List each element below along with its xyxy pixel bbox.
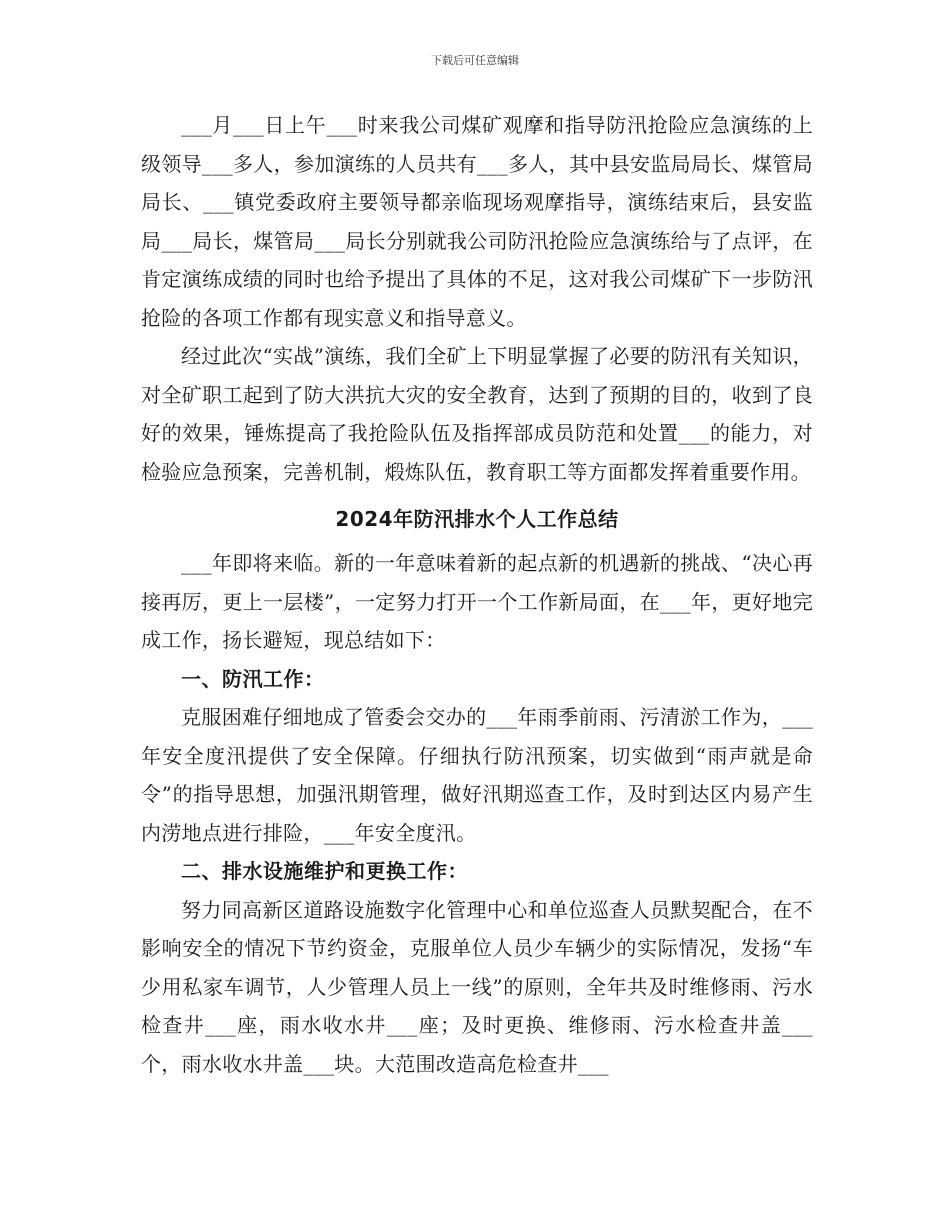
document-body: [141, 106, 813, 1083]
paragraph-drill-outcome: 经过此次“实战”演练，我们全矿上下明显掌握了必要的防汛有关知识，对全矿职工起到了防大洪抗大灾的安全教育，达到了预期的目的，收到了良好的效果，锤炼提高了我抢险队伍及指挥部成员防范和处置___的能力，对检验应急预案，完善机制，煅炼队伍，教育职工等方面都发挥着重要作用。: [141, 344, 813, 484]
paragraph-intro: ___年即将来临。新的一年意味着新的起点新的机遇新的挑战、“决心再接再厉，更上一层楼”，一定努力打开一个工作新局面，在___年，更好地完成工作，扬长避短，现总结如下：: [141, 551, 813, 652]
header-note: 下载后可任意编辑: [431, 54, 519, 67]
subheading-flood-control: 一、防汛工作：: [181, 666, 325, 691]
subheading-drainage-maintenance: 二、排水设施维护和更换工作：: [181, 859, 468, 883]
paragraph-flood-control: 克服困难仔细地成了管委会交办的___年雨季前雨、污清淤工作为，___年安全度汛提供了安全保障。仔细执行防汛预案，切实做到“雨声就是命令”的指导思想，加强汛期管理，做好汛期巡查工作，及时到达区内易产生内涝地点进行排险，___年安全度汛。: [141, 705, 813, 845]
section-title: 2024年防汛排水个人工作总结: [335, 507, 619, 531]
paragraph-drill-review: ___月___日上午___时来我公司煤矿观摩和指导防汛抢险应急演练的上级领导___多人，参加演练的人员共有___多人，其中县安监局局长、煤管局局长、___镇党委政府主要领导都亲临现场观摩指导，演练结束后，县安监局___局长，煤管局___局长分别就我公司防汛抢险应急演练给与了点评，在肯定演练成绩的同时也给予提出了具体的不足，这对我公司煤矿下一步防汛抢险的各项工作都有现实意义和指导意义。: [141, 113, 813, 330]
paragraph-drainage-maintenance: 努力同高新区道路设施数字化管理中心和单位巡查人员默契配合，在不影响安全的情况下节约资金，克服单位人员少车辆少的实际情况，发扬“车少用私家车调节，人少管理人员上一线”的原则，全年共及时维修雨、污水检查井___座，雨水收水井___座；及时更换、维修雨、污水检查井盖___个，雨水收水井盖___块。大范围改造高危检查井___: [141, 897, 813, 1076]
